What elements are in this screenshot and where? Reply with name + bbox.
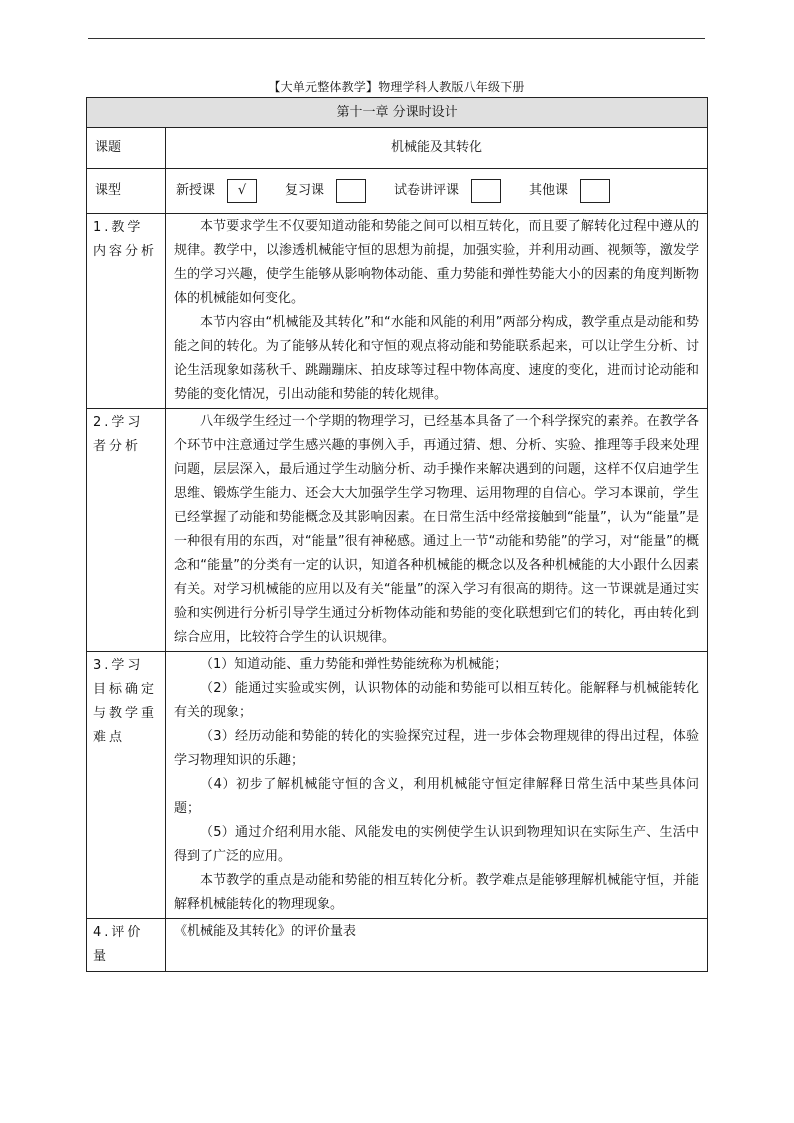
learner-analysis-body xyxy=(166,409,708,652)
content-analysis-paragraph: 本节内容由“机械能及其转化”和“水能和风能的利用”两部分构成，教学重点是动能和势能之间的转化。为了能够从转化和守恒的观点将动能和势能联系起来，可以让学生分析、讨论生活现象如荡秋千、跳蹦蹦床、拍皮球等过程中物体高度、速度的变化，进而讨论动能和势能的变化情况，引出动能和势能的转化规律。 xyxy=(174,315,700,402)
learner-analysis-paragraph: 八年级学生经过一个学期的物理学习，已经基本具备了一个科学探究的素养。在教学各个环节中注意通过学生感兴趣的事例入手，再通过猜、想、分析、实验、推理等手段来处理问题，层层深入，最后通过学生动脑分析、动手操作来解决遇到的问题，这样不仅启迪学生思维、锻炼学生能力、还会大大加强学生学习物理、运用物理的自信心。学习本课前，学生已经掌握了动能和势能概念及其影响因素。在日常生活中经常接触到“能量”，认为“能量”是一种很有用的东西，对“能量”很有神秘感。通过上一节“动能和势能”的学习，对“能量”的概念和“能量”的分类有一定的认识，知道各种机械能的概念以及各种机械能的大小跟什么因素有关。对学习机械能的应用以及有关“能量”的深入学习有很高的期待。这一节课就是通过实验和实例进行分析引导学生通过分析物体动能和势能的变化联想到它们的转化，再由转化到综合应用，比较符合学生的认识规律。 xyxy=(174,414,700,645)
lesson-plan-table xyxy=(86,97,708,972)
objective-item: （3）经历动能和势能的转化的实验探究过程，进一步体会物理规律的得出过程，体验学习物理知识的乐趣； xyxy=(174,729,700,768)
lesson-type-exam-review xyxy=(394,179,501,203)
checkbox-other[interactable] xyxy=(580,179,610,203)
content-analysis-body xyxy=(166,214,708,409)
option-label: 新授课 xyxy=(176,183,216,198)
objective-item: （4）初步了解机械能守恒的含义，利用机械能守恒定律解释日常生活中某些具体问题； xyxy=(174,777,700,816)
checkbox-exam-review[interactable] xyxy=(471,179,501,203)
chapter-heading: 第十一章 分课时设计 xyxy=(87,98,708,128)
objective-item: （5）通过介绍利用水能、风能发电的实例使学生认识到物理知识在实际生产、生活中得到了广泛的应用。 xyxy=(174,825,700,864)
lesson-type-label: 课型 xyxy=(87,169,166,214)
lesson-type-review xyxy=(285,179,366,203)
lesson-type-new xyxy=(176,179,257,203)
objectives-label: 3.学习目标确定与教学重难点 xyxy=(87,652,166,919)
option-label: 试卷讲评课 xyxy=(394,183,460,198)
key-points-paragraph: 本节教学的重点是动能和势能的相互转化分析。教学难点是能够理解机械能守恒，并能解释机械能转化的物理现象。 xyxy=(174,873,700,912)
lesson-type-other xyxy=(529,179,610,203)
checkbox-review[interactable] xyxy=(336,179,366,203)
objective-item: （2）能通过实验或实例，认识物体的动能和势能可以相互转化。能解释与机械能转化有关的现象； xyxy=(174,681,700,720)
header-rule xyxy=(88,38,705,39)
option-label: 其他课 xyxy=(529,183,569,198)
objective-item: （1）知道动能、重力势能和弹性势能统称为机械能； xyxy=(200,657,508,672)
lesson-label: 课题 xyxy=(87,128,166,169)
content-analysis-paragraph: 本节要求学生不仅要知道动能和势能之间可以相互转化，而且要了解转化过程中遵从的规律。教学中，以渗透机械能守恒的思想为前提，加强实验，并利用动画、视频等，激发学生的学习兴趣，使学生能够从影响物体动能、重力势能和弹性势能大小的因素的角度判断物体的机械能如何变化。 xyxy=(174,219,700,306)
objectives-body xyxy=(166,652,708,919)
lesson-title: 机械能及其转化 xyxy=(166,128,708,169)
document-header: 【大单元整体教学】物理学科人教版八年级下册 xyxy=(268,80,525,94)
checkbox-new[interactable]: √ xyxy=(227,179,257,203)
evaluation-text: 《机械能及其转化》的评价量表 xyxy=(166,919,708,972)
option-label: 复习课 xyxy=(285,183,325,198)
content-analysis-label: 1.教学内容分析 xyxy=(87,214,166,409)
learner-analysis-label: 2.学习者分析 xyxy=(87,409,166,652)
lesson-type-options xyxy=(166,169,708,214)
evaluation-label: 4.评价量 xyxy=(87,919,166,972)
